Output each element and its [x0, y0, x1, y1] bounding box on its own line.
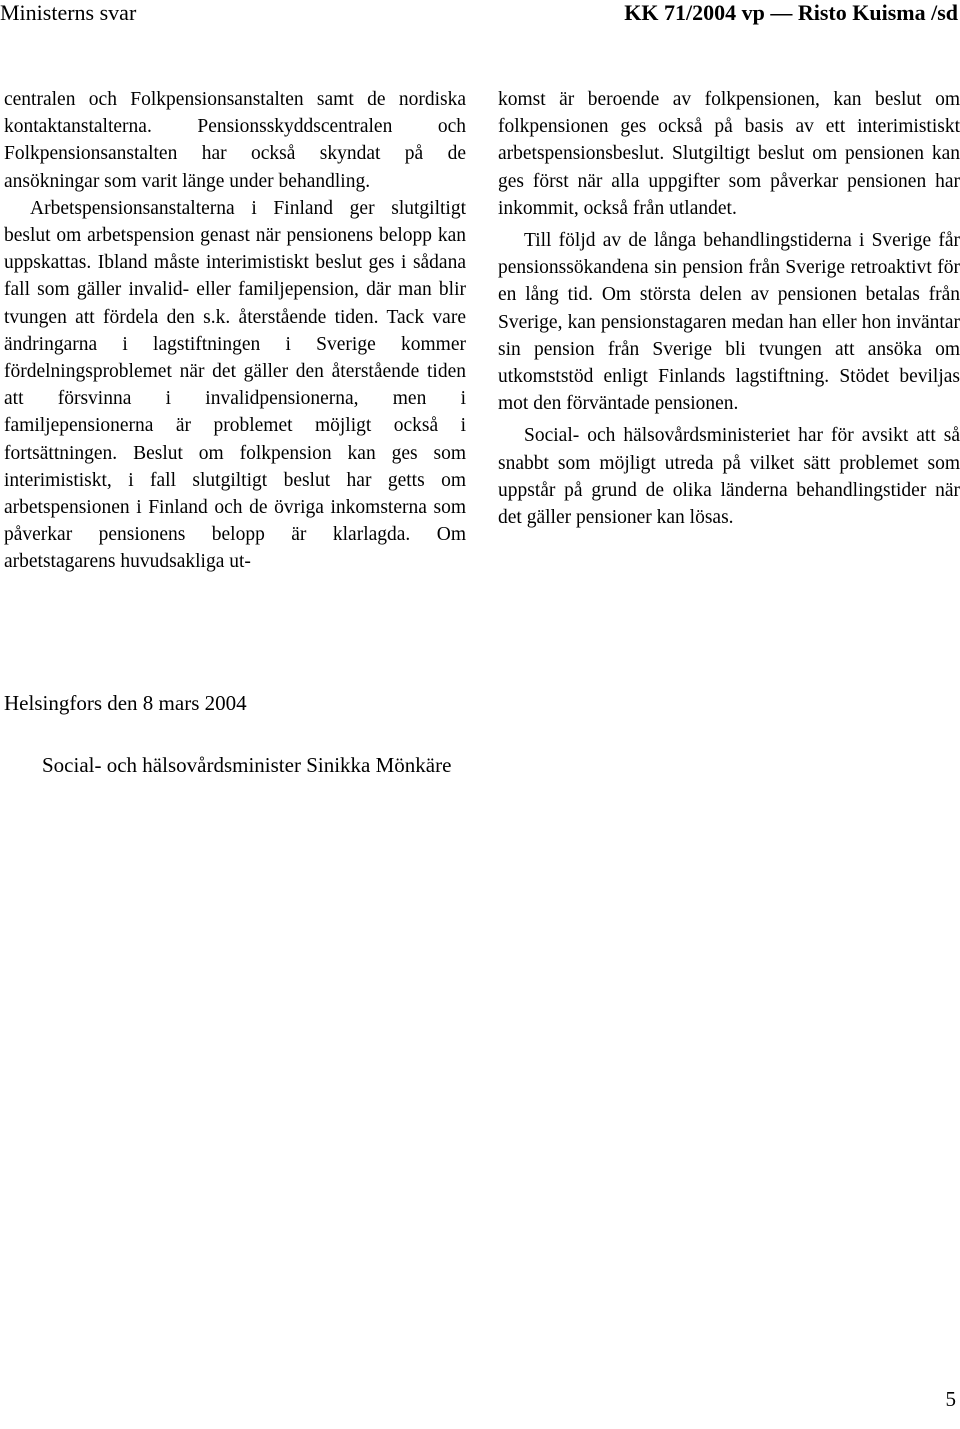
left-column: [4, 86, 466, 576]
paragraph: centralen och Folkpensionsanstalten samt de nordiska kontaktanstalterna. Pensionsskyddscentralen och Folkpensionsanstalten har också skyndat på de ansökningar som varit länge under behandling.: [4, 89, 466, 192]
paragraph: Arbetspensionsanstalterna i Finland ger slutgiltigt beslut om arbetspension genast när pensionens belopp kan uppskattas. Ibland måste interimistiskt beslut ges i sådana fall som gäller invalid- eller familjepension, där man blir tvungen att fördela den s.k. återstående tiden. Tack vare ändringarna i lagstiftningen i Sverige kommer fördelningsproblemet när det gäller den återstående tiden att försvinna i invalidpensionerna, men i familjepensionerna är problemet möjligt också i fortsättningen. Beslut om folkpension kan ges som interimistiskt, i fall slutgiltigt beslut har getts om arbetspensionen i Finland och de övriga inkomsterna som påverkar pensionens belopp är klarlagda. Om arbetstagarens huvudsakliga ut-: [4, 197, 466, 573]
header-document-reference: KK 71/2004 vp — Risto Kuisma /sd: [624, 0, 958, 25]
signature-line: Social- och hälsovårdsminister Sinikka Mönkäre: [42, 753, 452, 777]
paragraph: Till följd av de långa behandlingstiderna i Sverige får pensionssökandena sin pension från Sverige retroaktivt för en lång tid. Om största delen av pensionen betalas från Sverige, kan pensionstagaren medan han eller hon inväntar sin pension från Sverige bli tvungen att ansöka om utkomststöd enligt Finlands lagstiftning. Stödet beviljas mot den förväntade pensionen.: [498, 230, 960, 415]
header-section-title: Ministerns svar: [0, 0, 137, 25]
page-header: [0, 0, 960, 30]
paragraph: Social- och hälsovårdsministeriet har för avsikt att så snabbt som möjligt utreda på vilket sätt problemet som uppstår på grund de olika länderna behandlingstider när det gäller pensioner kan lösas.: [498, 425, 960, 529]
paragraph: komst är beroende av folkpensionen, kan beslut om folkpensionen ges också på basis av ett interimistiskt arbetspensionsbeslut. Slutgiltigt beslut om pensionen kan ges först när alla uppgifter som påverkar pensionen har inkommit, också från utlandet.: [498, 89, 960, 219]
dateline: Helsingfors den 8 mars 2004: [4, 691, 247, 715]
right-column: [498, 86, 960, 531]
page-number: 5: [945, 1387, 956, 1411]
